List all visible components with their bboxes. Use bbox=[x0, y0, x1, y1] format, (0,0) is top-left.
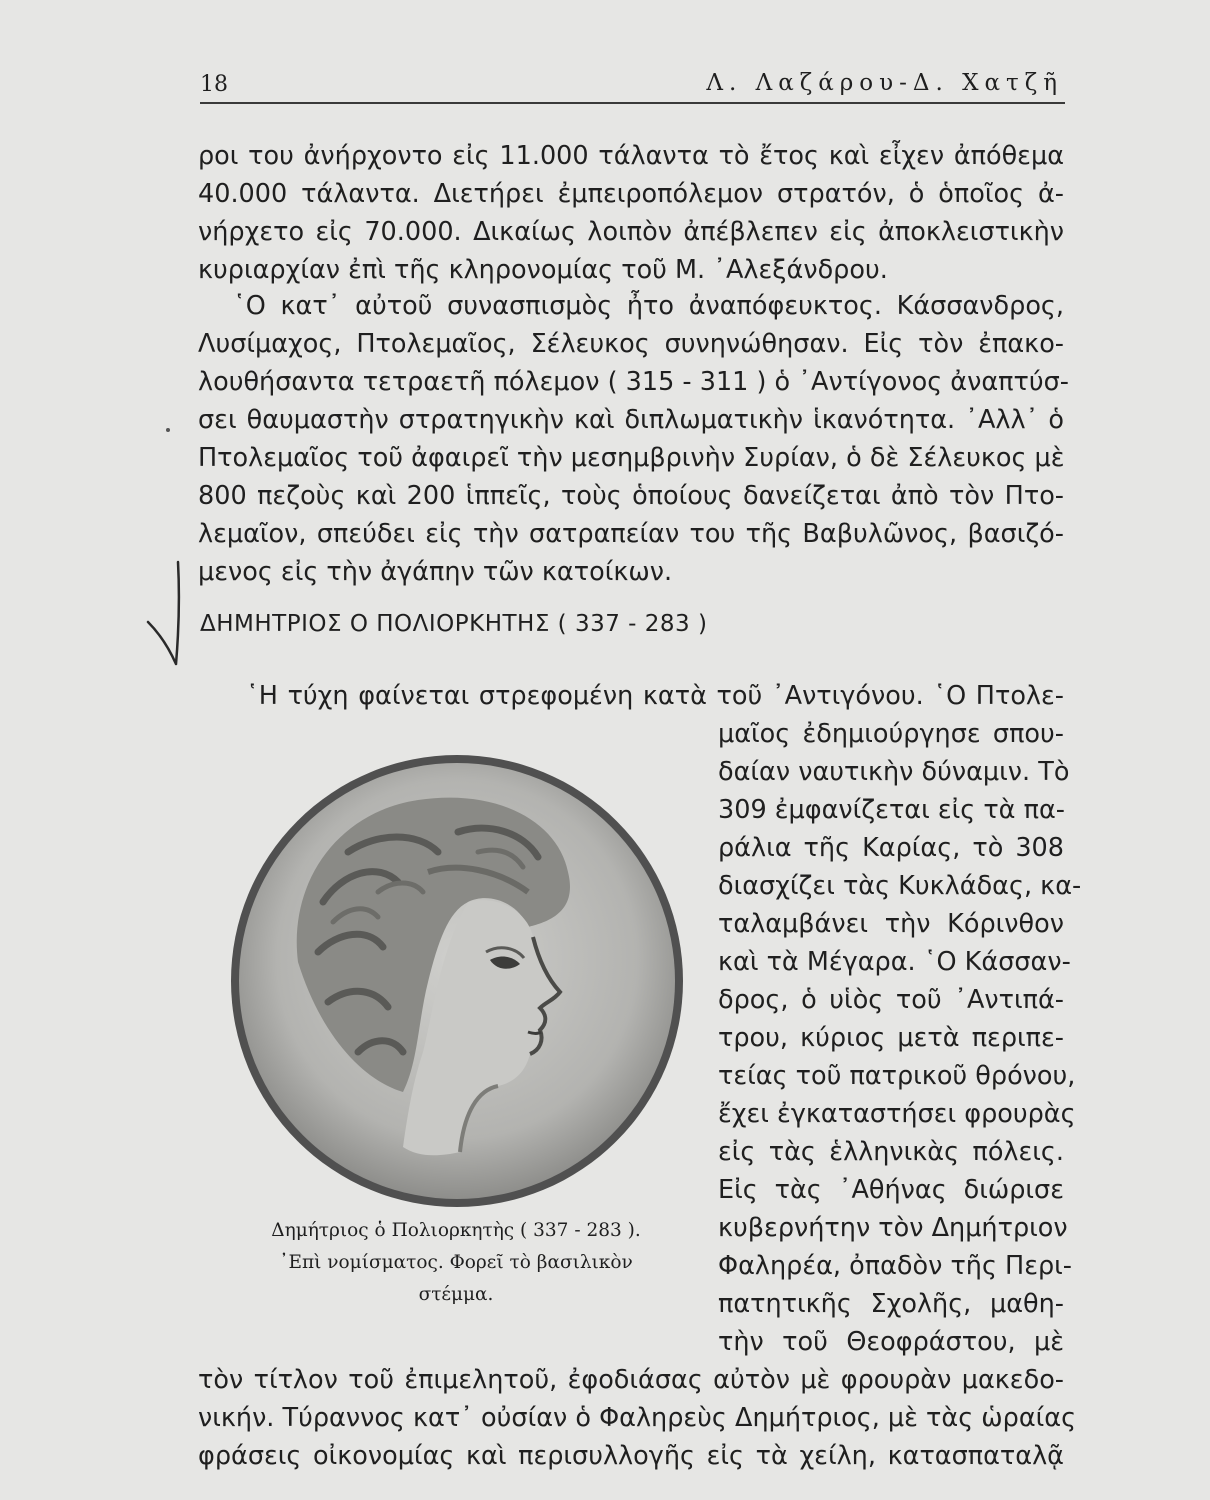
text-line: λεμαῖον, σπεύδει εἰς τὴν σατραπείαν του τῆς Βαβυλῶνος, βασιζό- bbox=[198, 519, 1064, 549]
text-line: διασχίζει τὰς Κυκλάδας, κα- bbox=[718, 871, 1082, 901]
text-line: Λυσίμαχος, Πτολεμαῖος, Σέλευκος συνηνώθησαν. Εἰς τὸν ἐπακο- bbox=[198, 329, 1064, 359]
text-line: καὶ τὰ Μέγαρα. ῾Ο Κάσσαν- bbox=[718, 947, 1071, 977]
text-line: ἔχει ἐγκαταστήσει φρουρὰς bbox=[718, 1099, 1076, 1129]
text-line: μαῖος ἐδημιούργησε σπου- bbox=[718, 719, 1064, 749]
text-line: πατητικῆς Σχολῆς, μαθη- bbox=[718, 1289, 1064, 1319]
text-line: νικήν. Τύραννος κατ᾿ οὐσίαν ὁ Φαληρεὺς Δημήτριος, μὲ τὰς ὡραίας bbox=[198, 1403, 1077, 1433]
text-line: κυριαρχίαν ἐπὶ τῆς κληρονομίας τοῦ Μ. ᾿Αλεξάνδρου. bbox=[198, 255, 888, 285]
text-line: εἰς τὰς ἑλληνικὰς πόλεις. bbox=[718, 1137, 1064, 1167]
figure-caption-line-3: στέμμα. bbox=[418, 1284, 494, 1305]
text-line: λουθήσαντα τετραετῆ πόλεμον ( 315 - 311 ) ὁ ᾿Αντίγονος ἀναπτύσ- bbox=[198, 367, 1069, 397]
text-line: ῾Η τύχη φαίνεται στρεφομένη κατὰ τοῦ ᾿Αντιγόνου. ῾Ο Πτολε- bbox=[246, 681, 1064, 711]
running-head: Λ. Λαζάρου-Δ. Χατζῆ bbox=[706, 70, 1063, 96]
text-line: 309 ἐμφανίζεται εἰς τὰ πα- bbox=[718, 795, 1065, 825]
text-line: 40.000 τάλαντα. Διετήρει ἐμπειροπόλεμον στρατόν, ὁ ὁποῖος ἀ- bbox=[198, 179, 1064, 209]
text-line: μενος εἰς τὴν ἀγάπην τῶν κατοίκων. bbox=[198, 557, 673, 587]
text-line: τρου, κύριος μετὰ περιπε- bbox=[718, 1023, 1064, 1053]
text-line: δαίαν ναυτικὴν δύναμιν. Τὸ bbox=[718, 757, 1070, 787]
text-line: Εἰς τὰς ᾿Αθήνας διώρισε bbox=[718, 1175, 1064, 1205]
section-heading: ΔΗΜΗΤΡΙΟΣ Ο ΠΟΛΙΟΡΚΗΤΗΣ ( 337 - 283 ) bbox=[200, 611, 708, 637]
text-line: νήρχετο εἰς 70.000. Δικαίως λοιπὸν ἀπέβλεπεν εἰς ἀποκλειστικὴν bbox=[198, 217, 1064, 247]
text-line: Πτολεμαῖος τοῦ ἀφαιρεῖ τὴν μεσημβρινὴν Συρίαν, ὁ δὲ Σέλευκος μὲ bbox=[198, 443, 1065, 473]
text-line: ταλαμβάνει τὴν Κόρινθον bbox=[718, 909, 1064, 939]
text-line: ῾Ο κατ᾿ αὐτοῦ συνασπισμὸς ἦτο ἀναπόφευκτος. Κάσσανδρος, bbox=[233, 291, 1064, 321]
text-line: τὸν τίτλον τοῦ ἐπιμελητοῦ, ἐφοδιάσας αὐτὸν μὲ φρουρὰν μακεδο- bbox=[198, 1365, 1064, 1395]
coin-portrait-image bbox=[228, 752, 686, 1210]
text-line: ράλια τῆς Καρίας, τὸ 308 bbox=[718, 833, 1064, 863]
figure-caption-line-1: Δημήτριος ὁ Πολιορκητὴς ( 337 - 283 ). bbox=[271, 1220, 641, 1241]
text-line: τείας τοῦ πατρικοῦ θρόνου, bbox=[718, 1061, 1076, 1091]
text-line: Φαληρέα, ὀπαδὸν τῆς Περι- bbox=[718, 1251, 1072, 1281]
margin-speck bbox=[166, 428, 170, 432]
figure-caption-line-2: ᾿Επὶ νομίσματος. Φορεῖ τὸ βασιλικὸν bbox=[279, 1252, 633, 1273]
text-line: ροι του ἀνήρχοντο εἰς 11.000 τάλαντα τὸ ἔτος καὶ εἶχεν ἀπόθεμα bbox=[198, 141, 1064, 171]
text-line: 800 πεζοὺς καὶ 200 ἱππεῖς, τοὺς ὁποίους δανείζεται ἀπὸ τὸν Πτο- bbox=[198, 481, 1064, 511]
page-number: 18 bbox=[200, 72, 228, 97]
text-line: τὴν τοῦ Θεοφράστου, μὲ bbox=[718, 1327, 1064, 1357]
text-line: κυβερνήτην τὸν Δημήτριον bbox=[718, 1213, 1068, 1243]
text-line: σει θαυμαστὴν στρατηγικὴν καὶ διπλωματικὴν ἱκανότητα. ᾿Αλλ᾿ ὁ bbox=[198, 405, 1064, 435]
text-line: φράσεις οἰκονομίας καὶ περισυλλογῆς εἰς τὰ χείλη, κατασπαταλᾷ bbox=[198, 1441, 1064, 1471]
page-header bbox=[200, 68, 1065, 104]
text-line: δρος, ὁ υἱὸς τοῦ ᾿Αντιπά- bbox=[718, 985, 1064, 1015]
